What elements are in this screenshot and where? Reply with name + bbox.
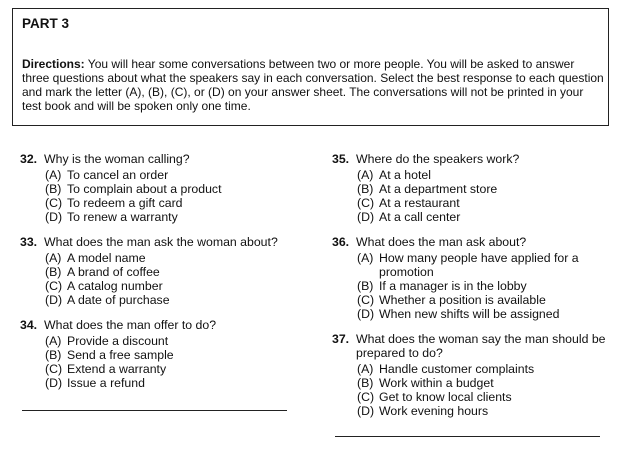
question-block [20, 235, 310, 307]
option-text: How many people have applied for a promotion [379, 251, 579, 279]
option-letter: (D) [357, 307, 375, 321]
option-letter: (D) [45, 293, 63, 307]
answer-option [45, 348, 310, 362]
question-block [332, 235, 622, 321]
option-text: At a restaurant [379, 196, 460, 210]
answer-option [357, 279, 622, 293]
option-text: At a department store [379, 182, 498, 196]
question-block [332, 332, 622, 418]
option-letter: (A) [45, 334, 62, 348]
left-question-column [20, 152, 310, 401]
answer-option [357, 362, 622, 376]
option-letter: (A) [45, 168, 62, 182]
option-letter: (D) [45, 376, 63, 390]
question-header [332, 332, 622, 360]
question-block [332, 152, 622, 224]
option-letter: (B) [45, 348, 62, 362]
option-letter: (D) [357, 210, 375, 224]
option-text: Work evening hours [379, 404, 489, 418]
option-letter: (B) [45, 182, 62, 196]
option-letter: (D) [45, 210, 63, 224]
answer-option [357, 182, 622, 196]
question-number: 33. [20, 235, 38, 249]
option-letter: (B) [357, 376, 374, 390]
option-text: Issue a refund [67, 376, 145, 390]
option-letter: (C) [45, 196, 63, 210]
option-letter: (C) [357, 390, 375, 404]
question-number: 37. [332, 332, 350, 346]
question-text: What does the man ask about? [356, 235, 527, 249]
option-letter: (C) [45, 362, 63, 376]
question-header [20, 152, 310, 166]
answer-option [357, 293, 622, 307]
question-text: What does the man ask the woman about? [44, 235, 278, 249]
directions-paragraph [22, 57, 604, 113]
question-block [20, 152, 310, 224]
option-text: A catalog number [67, 279, 163, 293]
option-letter: (B) [357, 279, 374, 293]
question-number: 32. [20, 152, 38, 166]
option-letter: (A) [357, 362, 374, 376]
option-text: To renew a warranty [67, 210, 178, 224]
option-text: Provide a discount [67, 334, 169, 348]
question-header [332, 235, 622, 249]
part-title: PART 3 [22, 16, 70, 31]
answer-option [45, 168, 310, 182]
answer-option [357, 168, 622, 182]
option-text: Get to know local clients [379, 390, 512, 404]
option-text: Send a free sample [67, 348, 174, 362]
answer-option [357, 390, 622, 404]
answer-option [357, 404, 622, 418]
answer-option [45, 251, 310, 265]
question-block [20, 318, 310, 390]
answer-option [45, 182, 310, 196]
option-letter: (A) [357, 251, 374, 265]
question-text: Why is the woman calling? [44, 152, 190, 166]
option-text: Extend a warranty [67, 362, 167, 376]
option-text: A date of purchase [67, 293, 170, 307]
answer-option [357, 376, 622, 390]
question-number: 35. [332, 152, 350, 166]
left-column-end-rule [22, 410, 287, 411]
question-header [332, 152, 622, 166]
option-text: At a hotel [379, 168, 431, 182]
option-text: To redeem a gift card [67, 196, 183, 210]
question-text: Where do the speakers work? [356, 152, 520, 166]
answer-option [45, 293, 310, 307]
answer-option [45, 376, 310, 390]
option-letter: (B) [45, 265, 62, 279]
directions-text: You will hear some conversations between two or more people. You will be asked to answer three questions about what the speakers say in each conversation. Select the best response to each question and mark the letter (A), (B), (C), or (D) on your answer sheet. The conversations will not be printed in your test book and will be spoken only one time. [22, 57, 604, 113]
question-number: 34. [20, 318, 38, 332]
option-text: At a call center [379, 210, 461, 224]
right-question-column [332, 152, 622, 429]
answer-option [357, 210, 622, 224]
answer-option [45, 210, 310, 224]
question-text: What does the woman say the man should be prepared to do? [356, 332, 606, 360]
option-text: Whether a position is available [379, 293, 546, 307]
answer-option [45, 362, 310, 376]
option-letter: (D) [357, 404, 375, 418]
option-text: To complain about a product [67, 182, 222, 196]
option-letter: (A) [357, 168, 374, 182]
option-text: A model name [67, 251, 146, 265]
answer-option [45, 196, 310, 210]
option-letter: (C) [357, 293, 375, 307]
option-text: Handle customer complaints [379, 362, 535, 376]
option-text: Work within a budget [379, 376, 494, 390]
option-text: A brand of coffee [67, 265, 160, 279]
answer-option [357, 251, 622, 279]
option-letter: (B) [357, 182, 374, 196]
option-text: To cancel an order [67, 168, 169, 182]
question-number: 36. [332, 235, 350, 249]
question-header [20, 318, 310, 332]
answer-option [45, 265, 310, 279]
option-text: When new shifts will be assigned [379, 307, 560, 321]
option-text: If a manager is in the lobby [379, 279, 527, 293]
right-column-end-rule [335, 436, 600, 437]
answer-option [357, 307, 622, 321]
question-text: What does the man offer to do? [44, 318, 217, 332]
answer-option [357, 196, 622, 210]
answer-option [45, 334, 310, 348]
answer-option [45, 279, 310, 293]
option-letter: (A) [45, 251, 62, 265]
directions-label: Directions: [22, 57, 85, 71]
option-letter: (C) [45, 279, 63, 293]
option-letter: (C) [357, 196, 375, 210]
question-header [20, 235, 310, 249]
directions-box [12, 8, 609, 126]
